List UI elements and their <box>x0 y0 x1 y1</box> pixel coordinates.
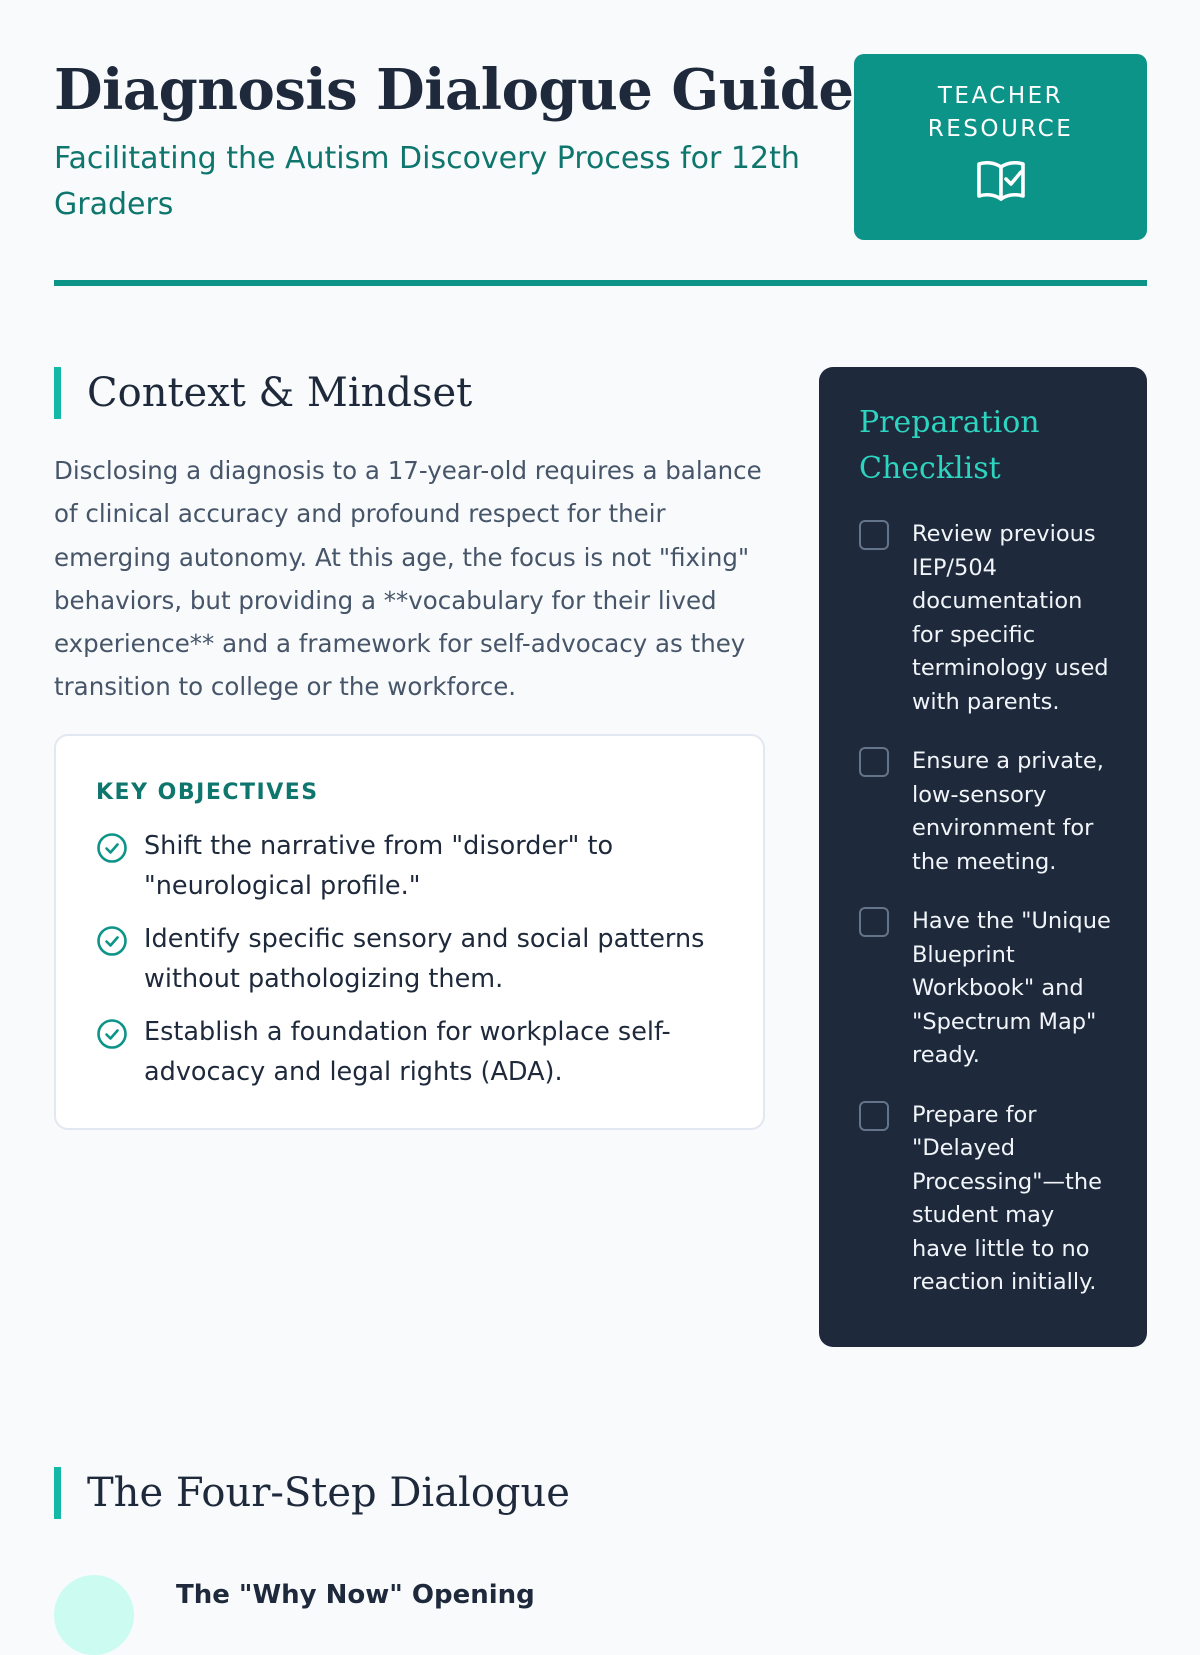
step-number-badge <box>54 1575 134 1655</box>
key-objectives-heading: KEY OBJECTIVES <box>96 780 319 805</box>
objective-text: Shift the narrative from "disorder" to "neurological profile." <box>144 831 614 901</box>
checklist-item-text: Review previous IEP/504 documentation for specific terminology used with parents. <box>912 521 1109 715</box>
page-title: Diagnosis Dialogue Guide <box>54 57 854 123</box>
checklist-title: Preparation Checklist <box>859 405 1040 486</box>
check-circle-icon <box>96 925 128 957</box>
key-objectives-list <box>96 826 723 1092</box>
book-check-icon <box>975 158 1027 204</box>
objective-text: Establish a foundation for workplace self-advocacy and legal rights (ADA). <box>144 1017 671 1087</box>
objective-item <box>96 919 723 999</box>
teacher-resource-badge <box>854 54 1147 240</box>
objective-item <box>96 1012 723 1092</box>
checklist-checkbox[interactable] <box>859 907 889 937</box>
page-header <box>54 54 1147 288</box>
checklist-item <box>859 518 1115 719</box>
checklist-item <box>859 745 1115 879</box>
page <box>54 0 1147 1610</box>
checklist-checkbox[interactable] <box>859 1101 889 1131</box>
checklist-checkbox[interactable] <box>859 520 889 550</box>
check-circle-icon <box>96 832 128 864</box>
check-circle-icon <box>96 1018 128 1050</box>
preparation-checklist <box>819 367 1147 1347</box>
objective-text: Identify specific sensory and social patterns without pathologizing them. <box>144 924 705 994</box>
context-heading: Context & Mindset <box>54 367 472 419</box>
objective-item <box>96 826 723 906</box>
context-paragraph: Disclosing a diagnosis to a 17-year-old requires a balance of clinical accuracy and profound respect for their emerging autonomy. At this age, the focus is not "fixing" behaviors, but providing a **vocabulary for their lived experience** and a framework for self-advocacy as they transition to college or the workforce. <box>54 456 762 702</box>
checklist-checkbox[interactable] <box>859 747 889 777</box>
page-subtitle: Facilitating the Autism Discovery Process for 12th Graders <box>54 141 800 222</box>
checklist-item <box>859 905 1115 1073</box>
checklist-list <box>859 518 1115 1300</box>
teacher-resource-label: TEACHER RESOURCE <box>927 83 1074 142</box>
checklist-item <box>859 1099 1115 1300</box>
key-objectives-card <box>54 734 765 1130</box>
dialogue-step <box>54 1565 1147 1645</box>
header-divider <box>54 280 1147 286</box>
step-title: The "Why Now" Opening <box>176 1580 535 1610</box>
four-step-heading: The Four-Step Dialogue <box>54 1467 570 1519</box>
checklist-item-text: Have the "Unique Blueprint Workbook" and "Spectrum Map" ready. <box>912 908 1111 1068</box>
checklist-item-text: Prepare for "Delayed Processing"—the student may have little to no reaction initially. <box>912 1101 1102 1295</box>
checklist-item-text: Ensure a private, low-sensory environment for the meeting. <box>912 748 1104 875</box>
